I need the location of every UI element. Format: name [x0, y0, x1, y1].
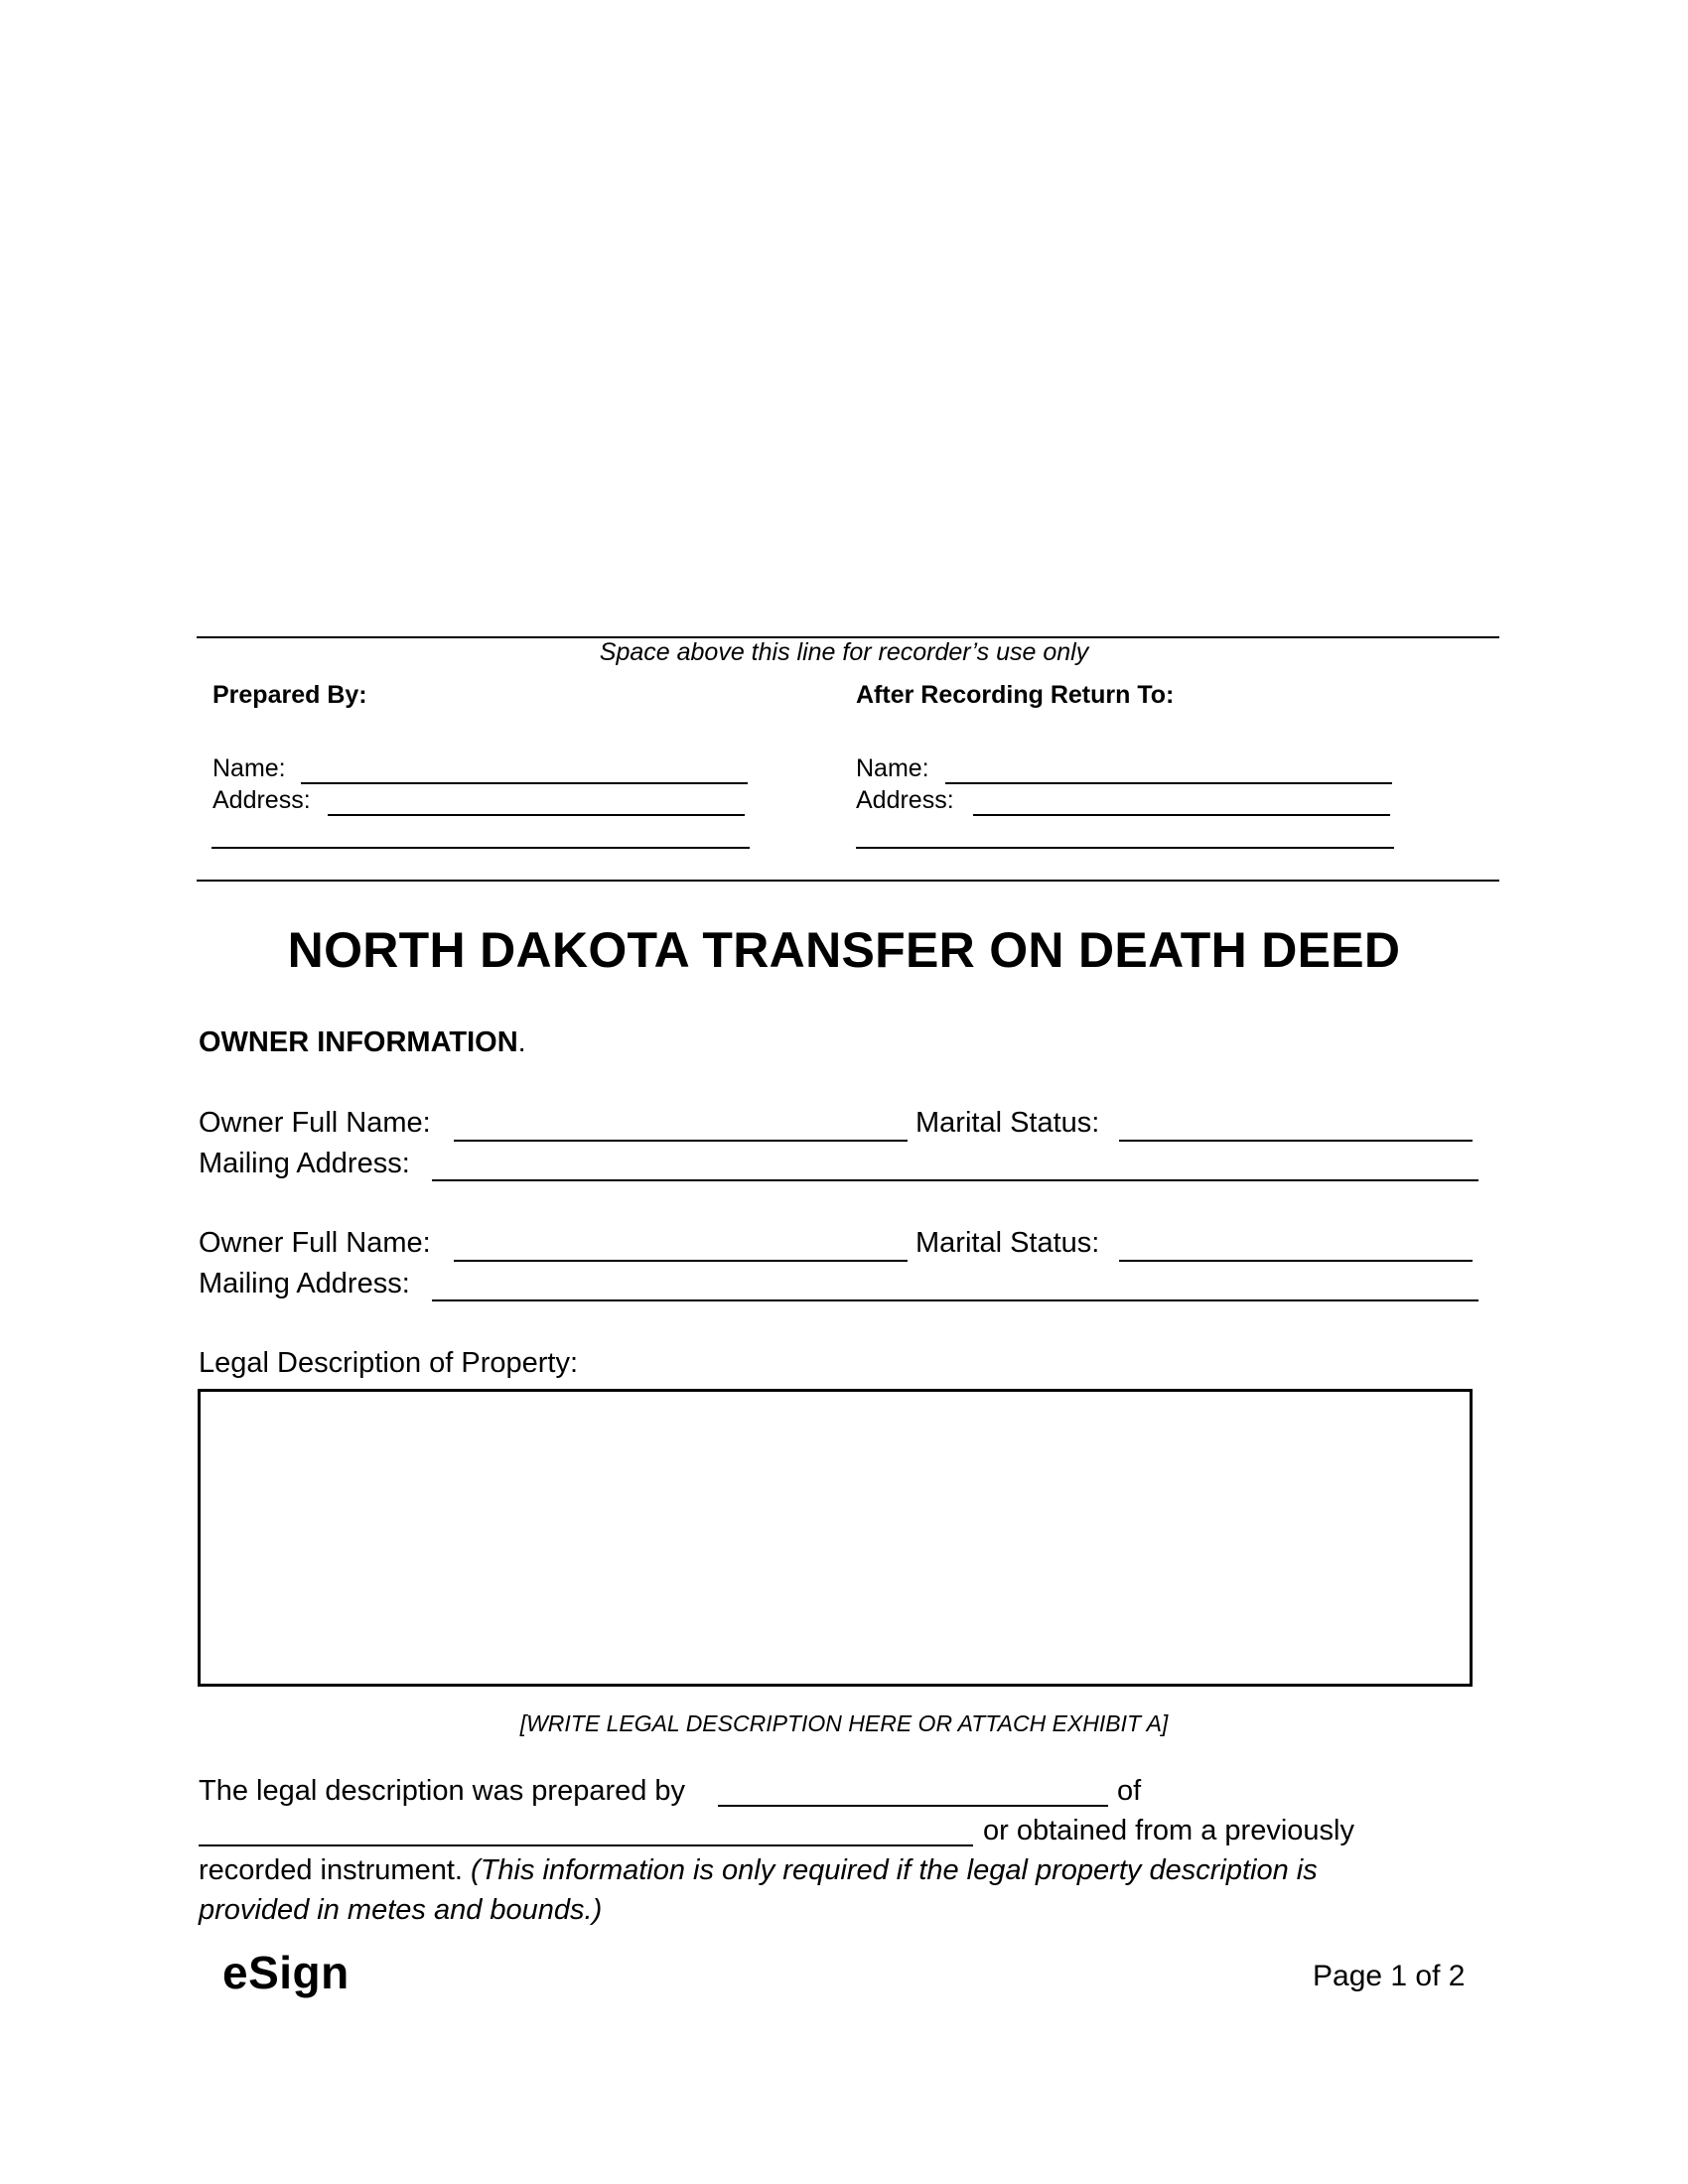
- prepared-by-address-field[interactable]: [328, 814, 745, 816]
- esign-logo: eSign: [222, 1947, 350, 1998]
- owner-2-marital-status-field[interactable]: [1119, 1260, 1473, 1262]
- return-to-address-field-2[interactable]: [856, 847, 1394, 849]
- prepared-by-name-field[interactable]: [301, 782, 748, 784]
- prepared-by-statement: The legal description was prepared by: [199, 1775, 686, 1807]
- prepared-by-name-label: Name:: [212, 754, 286, 782]
- owner-2-full-name-label: Owner Full Name:: [199, 1227, 431, 1259]
- metes-bounds-note-line-2: provided in metes and bounds.): [199, 1894, 603, 1926]
- legal-description-caption: [WRITE LEGAL DESCRIPTION HERE OR ATTACH EXHIBIT A]: [519, 1710, 1169, 1736]
- return-to-name-label: Name:: [856, 754, 929, 782]
- recorded-instrument-text: recorded instrument.: [199, 1854, 463, 1886]
- return-to-name-field[interactable]: [945, 782, 1392, 784]
- owner-section-heading-text: OWNER INFORMATION: [199, 1026, 518, 1058]
- metes-bounds-note: (This information is only required if the legal property description is: [471, 1854, 1318, 1886]
- of-text: of: [1117, 1775, 1142, 1807]
- owner-section-heading: [199, 1026, 526, 1059]
- return-to-address-field[interactable]: [973, 814, 1390, 816]
- owner-1-mailing-address-label: Mailing Address:: [199, 1148, 410, 1179]
- owner-1-mailing-address-field[interactable]: [432, 1179, 1478, 1181]
- legal-preparer-name-field[interactable]: [718, 1805, 1108, 1807]
- document-title: NORTH DAKOTA TRANSFER ON DEATH DEED: [287, 922, 1401, 978]
- owner-1-marital-status-field[interactable]: [1119, 1140, 1473, 1142]
- owner-2-full-name-field[interactable]: [454, 1260, 908, 1262]
- owner-1-full-name-field[interactable]: [454, 1140, 908, 1142]
- legal-description-box[interactable]: [198, 1389, 1473, 1687]
- obtained-text: or obtained from a previously: [983, 1815, 1354, 1846]
- prepared-by-heading: Prepared By:: [212, 681, 367, 709]
- legal-description-label: Legal Description of Property:: [199, 1347, 579, 1379]
- recorder-notice: Space above this line for recorder’s use only: [599, 638, 1089, 666]
- owner-2-mailing-address-label: Mailing Address:: [199, 1268, 410, 1299]
- legal-preparer-address-field[interactable]: [199, 1844, 973, 1846]
- return-to-address-label: Address:: [856, 786, 954, 814]
- prepared-by-address-field-2[interactable]: [211, 847, 750, 849]
- owner-section-heading-suffix: .: [517, 1026, 526, 1058]
- owner-2-mailing-address-field[interactable]: [432, 1299, 1478, 1301]
- recorder-bottom-rule: [197, 880, 1499, 882]
- prepared-by-address-label: Address:: [212, 786, 311, 814]
- page-number: Page 1 of 2: [1313, 1960, 1466, 1992]
- owner-2-marital-status-label: Marital Status:: [915, 1227, 1100, 1259]
- owner-1-marital-status-label: Marital Status:: [915, 1107, 1100, 1139]
- return-to-heading: After Recording Return To:: [856, 681, 1175, 709]
- owner-1-full-name-label: Owner Full Name:: [199, 1107, 431, 1139]
- recorded-instrument-line: [199, 1854, 1318, 1887]
